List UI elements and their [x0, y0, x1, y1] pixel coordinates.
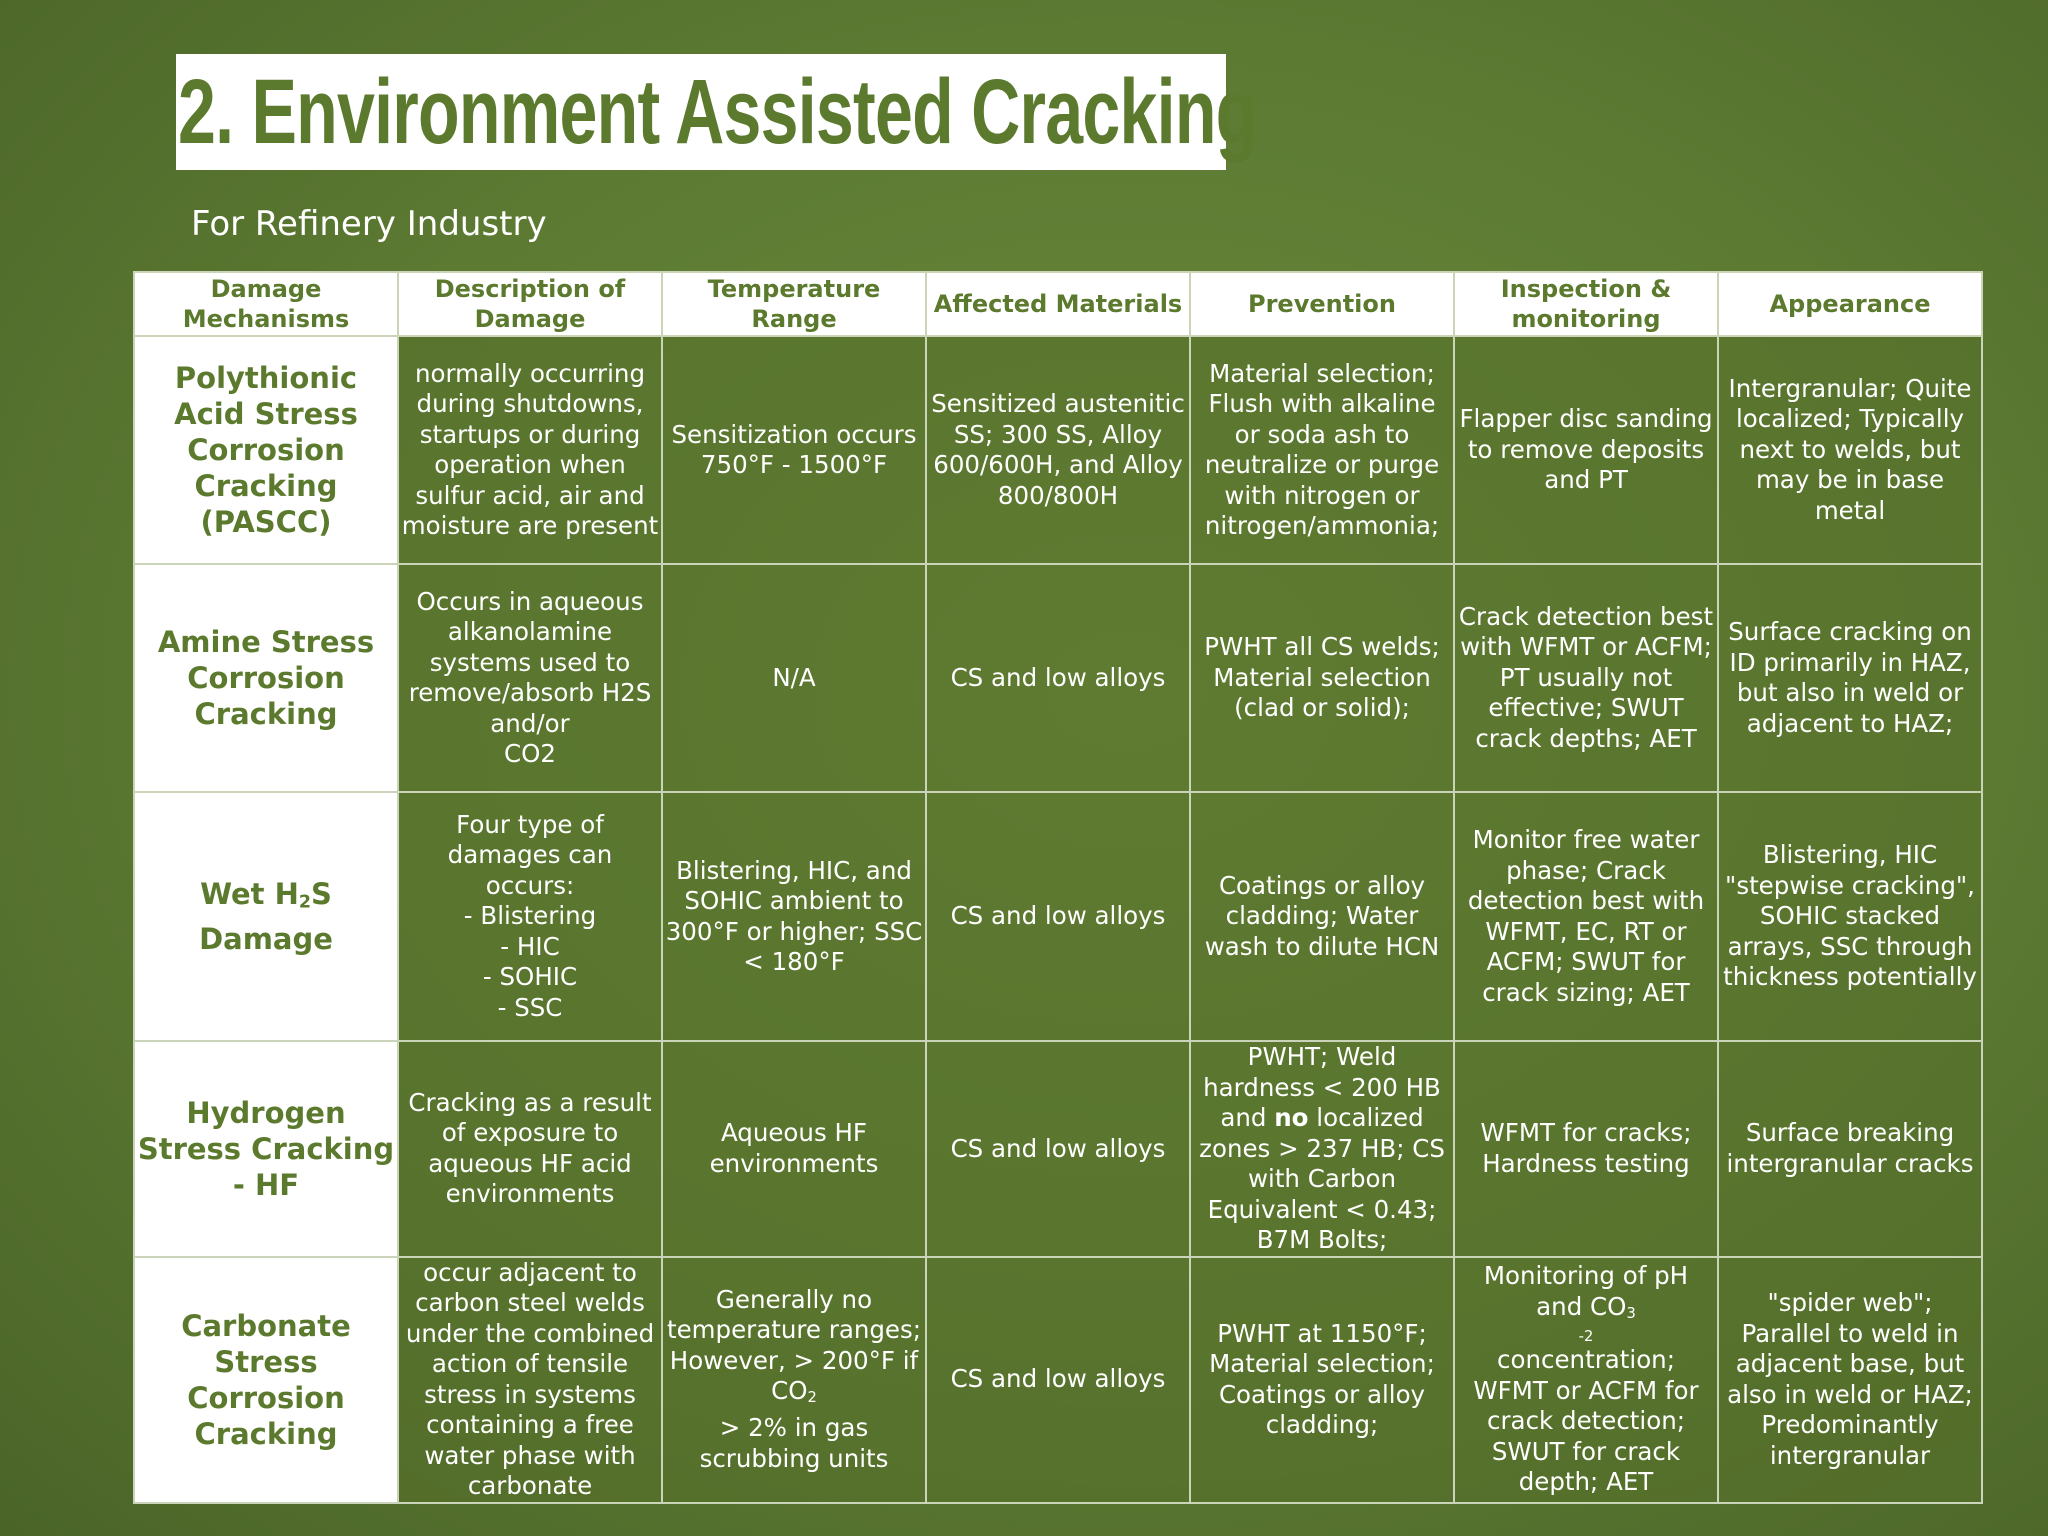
- materials-cell: Sensitized austenitic SS; 300 SS, Alloy 600/600H, and Alloy 800/800H: [926, 336, 1190, 564]
- prevention-cell: Material selection; Flush with alkaline or soda ash to neutralize or purge with nitrogen or nitrogen/ammonia;: [1190, 336, 1454, 564]
- header-inspection-monitoring: Inspection & monitoring: [1454, 272, 1718, 336]
- temperature-cell: N/A: [662, 564, 926, 792]
- mechanism-text: Wet H: [200, 877, 299, 912]
- description-list-item: - HIC: [500, 931, 560, 961]
- temperature-subscript: 2: [807, 1388, 817, 1406]
- description-cell: normally occurring during shutdowns, startups or during operation when sulfur acid, air and moisture are present: [398, 336, 662, 564]
- mechanism-cell: Amine Stress Corrosion Cracking: [134, 564, 398, 792]
- inspection-cell: Flapper disc sanding to remove deposits and PT: [1454, 336, 1718, 564]
- table-row: [134, 1041, 1982, 1257]
- prevention-cell: PWHT at 1150°F; Material selection; Coatings or alloy cladding;: [1190, 1257, 1454, 1503]
- temperature-text: Generally no temperature ranges; However, > 200°F if CO: [666, 1284, 922, 1406]
- title-banner: [176, 54, 1257, 170]
- header-damage-mechanisms: Damage Mechanisms: [134, 272, 398, 336]
- prevention-text-tail: localized zones > 237 HB; CS with Carbon Equivalent < 0.43; B7M Bolts;: [1199, 1103, 1445, 1254]
- header-affected-materials: Affected Materials: [926, 272, 1190, 336]
- appearance-cell: Surface cracking on ID primarily in HAZ, but also in weld or adjacent to HAZ;: [1718, 564, 1982, 792]
- table-row: [134, 1257, 1982, 1503]
- appearance-cell: "spider web"; Parallel to weld in adjacent base, but also in weld or HAZ; Predominantly intergranular: [1718, 1257, 1982, 1503]
- inspection-cell: [1454, 1257, 1718, 1503]
- inspection-cell: Crack detection best with WFMT or ACFM; PT usually not effective; SWUT crack depths; AET: [1454, 564, 1718, 792]
- inspection-cell: Monitor free water phase; Crack detection best with WFMT, EC, RT or ACFM; SWUT for crack sizing; AET: [1454, 792, 1718, 1041]
- prevention-text: PWHT; Weld hardness < 200 HB and: [1203, 1042, 1441, 1132]
- description-cell: Cracking as a result of exposure to aqueous HF acid environments: [398, 1041, 662, 1257]
- appearance-cell: Surface breaking intergranular cracks: [1718, 1041, 1982, 1257]
- description-list-item: - Blistering: [463, 901, 597, 931]
- table-row: [134, 792, 1982, 1041]
- description-list-item: - SOHIC: [482, 962, 578, 992]
- damage-mechanisms-table: [133, 271, 1983, 1504]
- description-cell: [398, 564, 662, 792]
- page-title: 2. Environment Assisted Cracking: [178, 60, 1257, 163]
- inspection-text: Monitoring of pH and CO: [1483, 1261, 1689, 1321]
- table-row: [134, 564, 1982, 792]
- description-cell: [398, 792, 662, 1041]
- prevention-emphasis: no: [1274, 1103, 1309, 1132]
- inspection-text-tail: concentration; WFMT or ACFM for crack detection; SWUT for crack depth; AET: [1473, 1345, 1699, 1497]
- description-list-item: - SSC: [497, 992, 563, 1022]
- header-temperature-range: Temperature Range: [662, 272, 926, 336]
- description-text-tail: CO2: [504, 739, 556, 768]
- temperature-cell: [662, 1257, 926, 1503]
- mechanism-cell: Carbonate Stress Corrosion Cracking: [134, 1257, 398, 1503]
- materials-cell: CS and low alloys: [926, 1041, 1190, 1257]
- prevention-cell: [1190, 1041, 1454, 1257]
- inspection-cell: WFMT for cracks; Hardness testing: [1454, 1041, 1718, 1257]
- table-row: [134, 336, 1982, 564]
- prevention-cell: PWHT all CS welds; Material selection (clad or solid);: [1190, 564, 1454, 792]
- appearance-cell: Intergranular; Quite localized; Typically next to welds, but may be in base metal: [1718, 336, 1982, 564]
- table-header-row: [134, 272, 1982, 336]
- header-prevention: Prevention: [1190, 272, 1454, 336]
- inspection-subscript: 3: [1626, 1304, 1636, 1322]
- temperature-cell: Blistering, HIC, and SOHIC ambient to 300°F or higher; SSC < 180°F: [662, 792, 926, 1041]
- description-cell: occur adjacent to carbon steel welds under the combined action of tensile stress in systems containing a free water phase with carbonate: [398, 1257, 662, 1503]
- materials-cell: CS and low alloys: [926, 1257, 1190, 1503]
- mechanism-cell: [134, 792, 398, 1041]
- inspection-superscript: -2: [1578, 1328, 1594, 1346]
- mechanism-cell: Hydrogen Stress Cracking - HF: [134, 1041, 398, 1257]
- materials-cell: CS and low alloys: [926, 792, 1190, 1041]
- page-subtitle: For Refinery Industry: [191, 204, 547, 244]
- mechanism-text-tail: S Damage: [199, 877, 333, 956]
- header-appearance: Appearance: [1718, 272, 1982, 336]
- temperature-cell: Sensitization occurs 750°F - 1500°F: [662, 336, 926, 564]
- description-text: Four type of damages can occurs:: [447, 809, 613, 900]
- header-description: Description of Damage: [398, 272, 662, 336]
- mechanism-cell: Polythionic Acid Stress Corrosion Cracking (PASCC): [134, 336, 398, 564]
- appearance-cell: Blistering, HIC "stepwise cracking", SOHIC stacked arrays, SSC through thickness potentially: [1718, 792, 1982, 1041]
- mechanism-subscript: 2: [298, 892, 312, 913]
- temperature-cell: Aqueous HF environments: [662, 1041, 926, 1257]
- description-text: Occurs in aqueous alkanolamine systems used to remove/absorb H2S and/or: [408, 586, 652, 738]
- temperature-text-tail: > 2% in gas scrubbing units: [699, 1413, 889, 1473]
- materials-cell: CS and low alloys: [926, 564, 1190, 792]
- prevention-cell: Coatings or alloy cladding; Water wash to dilute HCN: [1190, 792, 1454, 1041]
